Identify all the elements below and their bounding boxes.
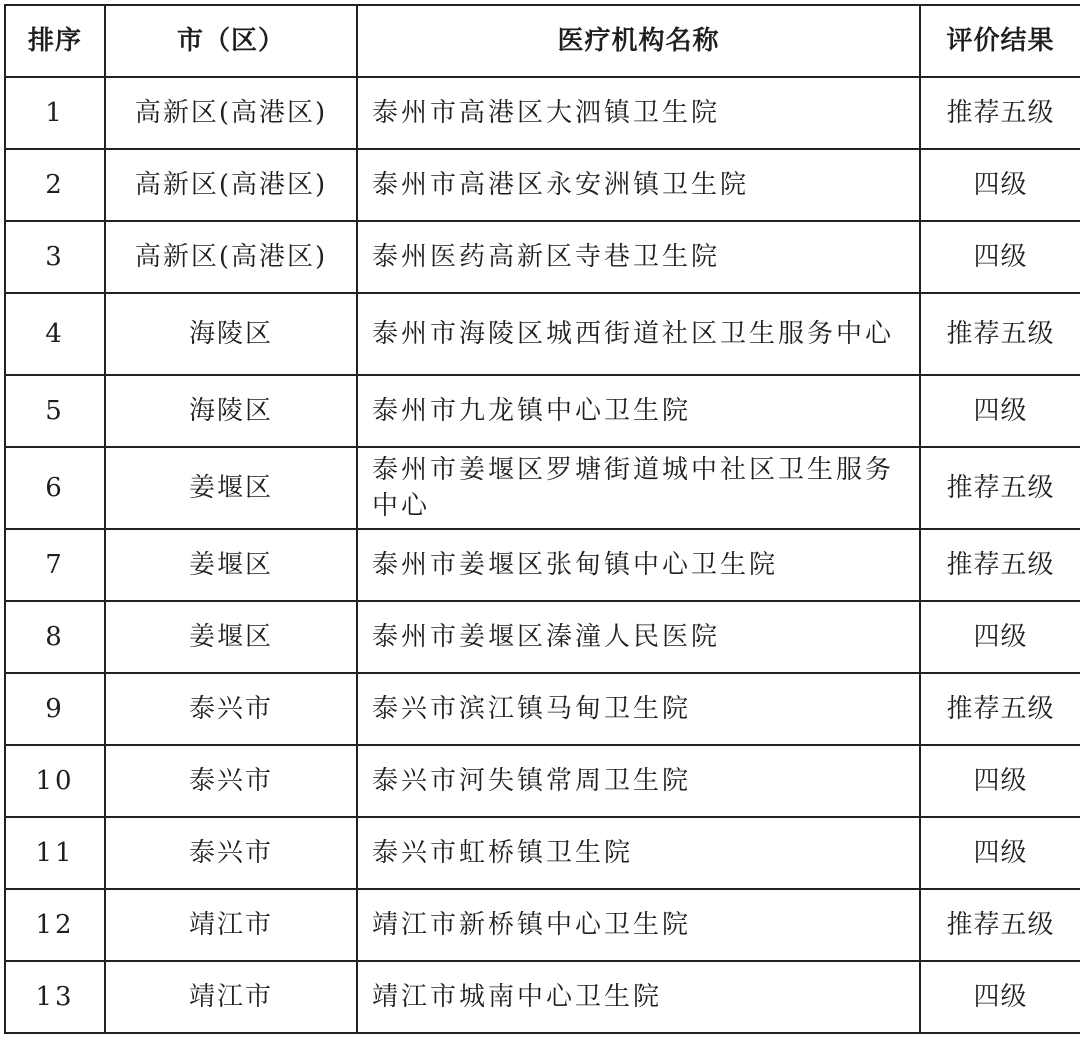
city-cell: 靖江市 [105,961,357,1033]
evaluation-table [4,4,1080,1034]
table-row [5,601,1080,673]
institution-name-cell: 泰州市九龙镇中心卫生院 [357,375,920,447]
result-cell: 推荐五级 [920,889,1080,961]
result-cell: 推荐五级 [920,447,1080,529]
rank-cell: 1 [5,77,105,149]
city-cell: 姜堰区 [105,447,357,529]
rank-cell: 9 [5,673,105,745]
institution-name-cell: 泰州市高港区永安洲镇卫生院 [357,149,920,221]
header-institution-name: 医疗机构名称 [357,5,920,77]
header-result: 评价结果 [920,5,1080,77]
institution-name-cell: 靖江市城南中心卫生院 [357,961,920,1033]
result-cell: 推荐五级 [920,293,1080,375]
result-cell: 四级 [920,375,1080,447]
table-row [5,673,1080,745]
table-row [5,293,1080,375]
header-row [5,5,1080,77]
institution-name-cell: 泰州市姜堰区溱潼人民医院 [357,601,920,673]
city-cell: 靖江市 [105,889,357,961]
rank-cell: 5 [5,375,105,447]
rank-cell: 11 [5,817,105,889]
table-row [5,375,1080,447]
institution-name-cell: 靖江市新桥镇中心卫生院 [357,889,920,961]
table-row [5,77,1080,149]
result-cell: 四级 [920,961,1080,1033]
city-cell: 海陵区 [105,293,357,375]
header-city: 市（区） [105,5,357,77]
institution-name-cell: 泰州市姜堰区罗塘街道城中社区卫生服务中心 [357,447,920,529]
city-cell: 高新区(高港区) [105,77,357,149]
table-row [5,745,1080,817]
result-cell: 四级 [920,221,1080,293]
table-row [5,447,1080,529]
table-row [5,221,1080,293]
table-header [5,5,1080,77]
institution-name-cell: 泰州医药高新区寺巷卫生院 [357,221,920,293]
institution-name-cell: 泰州市海陵区城西街道社区卫生服务中心 [357,293,920,375]
city-cell: 姜堰区 [105,601,357,673]
rank-cell: 4 [5,293,105,375]
institution-name-cell: 泰兴市虹桥镇卫生院 [357,817,920,889]
institution-name-cell: 泰兴市河失镇常周卫生院 [357,745,920,817]
city-cell: 泰兴市 [105,673,357,745]
rank-cell: 10 [5,745,105,817]
rank-cell: 8 [5,601,105,673]
institution-name-cell: 泰兴市滨江镇马甸卫生院 [357,673,920,745]
table-row [5,529,1080,601]
result-cell: 推荐五级 [920,529,1080,601]
city-cell: 泰兴市 [105,745,357,817]
rank-cell: 7 [5,529,105,601]
rank-cell: 2 [5,149,105,221]
table-row [5,961,1080,1033]
result-cell: 推荐五级 [920,77,1080,149]
rank-cell: 3 [5,221,105,293]
table-row [5,149,1080,221]
header-rank: 排序 [5,5,105,77]
rank-cell: 12 [5,889,105,961]
rank-cell: 13 [5,961,105,1033]
rank-cell: 6 [5,447,105,529]
city-cell: 姜堰区 [105,529,357,601]
city-cell: 高新区(高港区) [105,221,357,293]
result-cell: 四级 [920,149,1080,221]
result-cell: 四级 [920,745,1080,817]
table-body [5,77,1080,1033]
city-cell: 高新区(高港区) [105,149,357,221]
table-row [5,889,1080,961]
result-cell: 四级 [920,601,1080,673]
institution-name-cell: 泰州市姜堰区张甸镇中心卫生院 [357,529,920,601]
institution-name-cell: 泰州市高港区大泗镇卫生院 [357,77,920,149]
table-row [5,817,1080,889]
city-cell: 泰兴市 [105,817,357,889]
result-cell: 推荐五级 [920,673,1080,745]
city-cell: 海陵区 [105,375,357,447]
result-cell: 四级 [920,817,1080,889]
